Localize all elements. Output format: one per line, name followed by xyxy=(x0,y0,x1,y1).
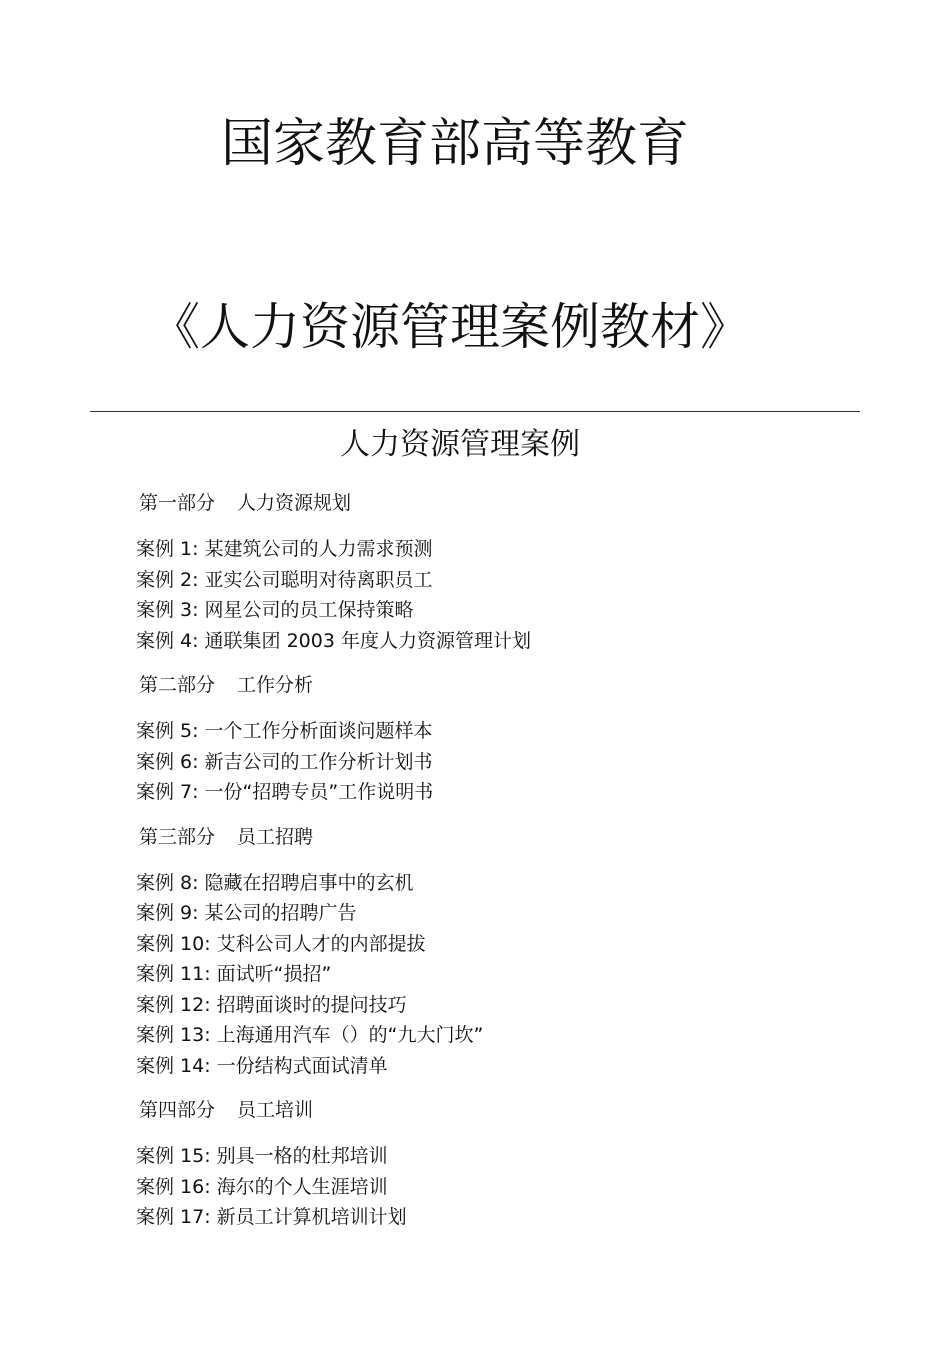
case-label: 案例 6: xyxy=(136,750,199,773)
case-item xyxy=(136,959,836,990)
case-title: 面试听“损招” xyxy=(216,963,332,985)
case-label: 案例 12: xyxy=(136,993,211,1016)
case-title: 某建筑公司的人力需求预测 xyxy=(204,538,433,560)
case-list xyxy=(136,534,836,656)
case-item xyxy=(136,1141,836,1172)
case-item xyxy=(136,990,836,1021)
section-heading: 人力资源管理案例 xyxy=(340,427,580,462)
case-title: 通联集团 2003 年度人力资源管理计划 xyxy=(204,629,531,652)
case-item xyxy=(136,626,836,657)
case-label: 案例 7: xyxy=(136,781,199,803)
case-title: 海尔的个人生涯培训 xyxy=(216,1175,388,1198)
case-title: 网星公司的员工保持策略 xyxy=(204,599,414,621)
part-number: 第四部分 xyxy=(139,1099,216,1121)
page-title: 国家教育部高等教育 xyxy=(220,114,689,174)
case-label: 案例 4: xyxy=(136,629,199,652)
case-item xyxy=(136,868,836,899)
case-label: 案例 11: xyxy=(136,963,211,985)
part-name: 工作分析 xyxy=(237,674,314,696)
case-title: 亚实公司聪明对待离职员工 xyxy=(204,568,433,591)
case-label: 案例 16: xyxy=(136,1175,211,1198)
part-title xyxy=(136,670,836,700)
part-name: 员工招聘 xyxy=(237,825,314,848)
case-item xyxy=(136,595,836,626)
case-title: 某公司的招聘广告 xyxy=(204,902,357,924)
part-number: 第三部分 xyxy=(139,825,216,848)
book-title: 《人力资源管理案例教材》 xyxy=(150,298,750,356)
case-title: 艾科公司人才的内部提拔 xyxy=(216,932,426,955)
case-label: 案例 2: xyxy=(136,568,199,591)
part-number: 第二部分 xyxy=(139,674,216,696)
case-label: 案例 5: xyxy=(136,720,199,742)
case-list xyxy=(136,868,836,1082)
case-label: 案例 17: xyxy=(136,1206,211,1228)
part-3 xyxy=(136,822,836,1082)
part-4 xyxy=(136,1095,836,1233)
part-1 xyxy=(136,488,836,656)
case-item xyxy=(136,565,836,596)
case-label: 案例 10: xyxy=(136,932,211,955)
case-label: 案例 9: xyxy=(136,902,199,924)
part-title xyxy=(136,488,836,518)
part-2 xyxy=(136,670,836,808)
part-name: 员工培训 xyxy=(237,1099,314,1121)
divider-line xyxy=(90,411,860,412)
case-title: 一个工作分析面谈问题样本 xyxy=(204,720,433,742)
case-title: 一份“招聘专员”工作说明书 xyxy=(204,781,434,803)
case-item xyxy=(136,1051,836,1082)
case-label: 案例 3: xyxy=(136,599,199,621)
case-list xyxy=(136,1141,836,1233)
case-label: 案例 1: xyxy=(136,538,199,560)
case-item xyxy=(136,929,836,960)
case-title: 隐藏在招聘启事中的玄机 xyxy=(204,871,414,894)
case-list xyxy=(136,716,836,808)
case-item xyxy=(136,716,836,747)
table-of-contents xyxy=(136,488,836,1233)
case-item xyxy=(136,747,836,778)
case-item xyxy=(136,898,836,929)
case-title: 别具一格的杜邦培训 xyxy=(216,1145,388,1167)
part-name: 人力资源规划 xyxy=(237,492,352,514)
part-number: 第一部分 xyxy=(139,492,216,514)
case-title: 上海通用汽车（）的“九大门坎” xyxy=(216,1024,484,1046)
case-title: 一份结构式面试清单 xyxy=(216,1054,388,1077)
case-title: 招聘面谈时的提问技巧 xyxy=(216,993,407,1016)
case-item xyxy=(136,534,836,565)
case-label: 案例 8: xyxy=(136,871,199,894)
case-label: 案例 13: xyxy=(136,1024,211,1046)
case-item xyxy=(136,1202,836,1233)
case-title: 新吉公司的工作分析计划书 xyxy=(204,750,433,773)
case-label: 案例 15: xyxy=(136,1145,211,1167)
case-label: 案例 14: xyxy=(136,1054,211,1077)
case-item xyxy=(136,1020,836,1051)
part-title xyxy=(136,1095,836,1125)
part-title xyxy=(136,822,836,852)
case-item xyxy=(136,777,836,808)
case-title: 新员工计算机培训计划 xyxy=(216,1206,407,1228)
case-item xyxy=(136,1172,836,1203)
